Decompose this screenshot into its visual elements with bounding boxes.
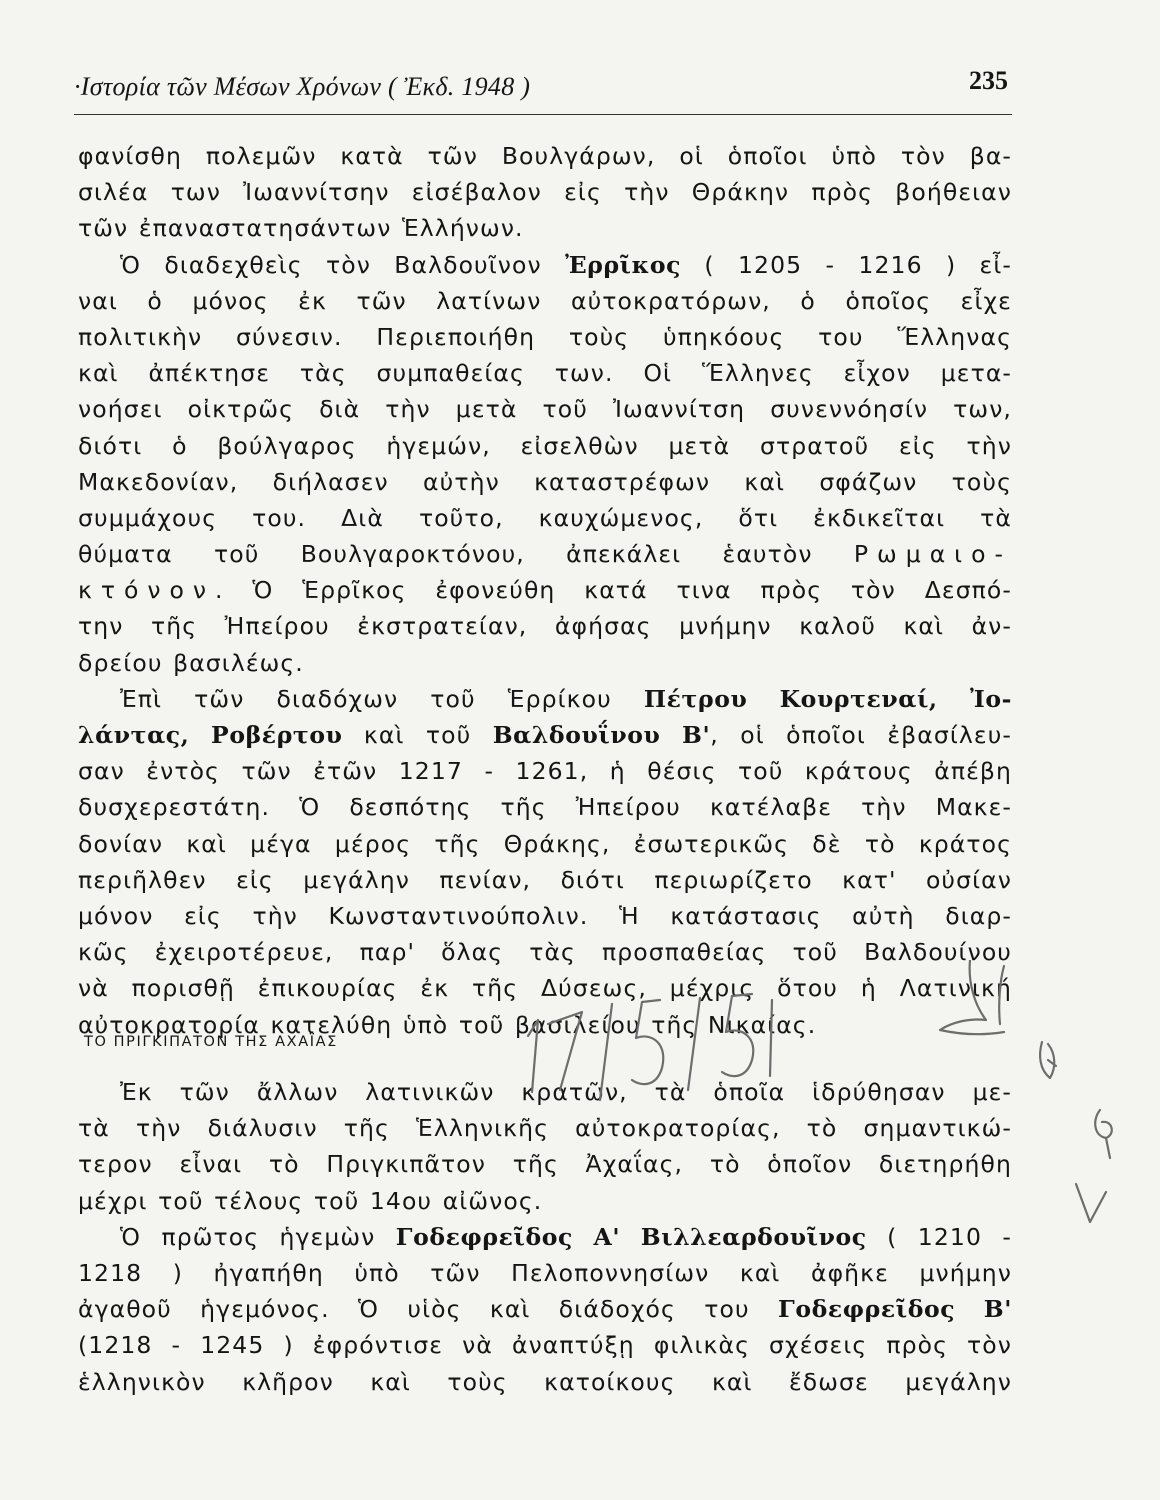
successor-names: Βαλδουΐνου Β': [492, 721, 711, 749]
prince-name: Γοδεφρεῖδος Α' Βιλλεαρδουῖνος: [395, 1222, 867, 1251]
text-run: Ὁ διαδεχθεὶς τὸν Βαλδουῖνον: [120, 250, 566, 279]
pencil-stroke: [1095, 1110, 1112, 1138]
text-line: νοήσει οἰκτρῶς διὰ τὴν μετὰ τοῦ Ἰωαννίτση συνεννόησίν των,: [78, 395, 1012, 424]
successor-names: Πέτρου Κουρτεναί, Ἰο-: [643, 684, 1012, 713]
text-line: Ἐκ τῶν ἄλλων λατινικῶν κρατῶν, τὰ ὁποῖα ἱδρύθησαν με-: [120, 1078, 1012, 1106]
spaced-epithet: κτόνον: [78, 576, 216, 605]
text-line: Μακεδονίαν, διήλασεν αὐτὴν καταστρέφων καὶ σφάζων τοὺς: [78, 467, 1012, 496]
main-text: [78, 138, 1012, 1043]
pencil-stroke: [632, 1000, 663, 1084]
pencil-stroke: [722, 994, 753, 1076]
pencil-stroke: [1106, 1138, 1110, 1158]
text-line: αὐτοκρατορία κατελύθη ὑπὸ τοῦ βασιλείου τῆς Νικαίας.: [78, 1010, 817, 1039]
prince-name: Γοδεφρεῖδος Β': [778, 1295, 1012, 1324]
text-line: πολιτικὴν σύνεσιν. Περιεποιήθη τοὺς ὑπηκόους του Ἕλληνας: [78, 322, 1012, 351]
text-run: Ὁ πρῶτος ἡγεμὼν: [120, 1222, 396, 1251]
spaced-epithet: Ρωμαιο-: [853, 540, 1012, 569]
pencil-stroke: [940, 960, 1004, 1034]
text-line: σιλέα των Ἰωαννίτσην εἰσέβαλον εἰς τὴν Θράκην πρὸς βοήθειαν: [78, 178, 1012, 207]
pencil-stroke: [688, 998, 700, 1090]
text-line: (1218 - 1245 ) ἐφρόντισε νὰ ἀναπτύξῃ φιλικὰς σχέσεις πρὸς τὸν: [78, 1331, 1012, 1360]
text-line: τὰ τὴν διάλυσιν τῆς Ἑλληνικῆς αὐτοκρατορίας, τὸ σημαντικώ-: [78, 1114, 1012, 1143]
text-line: [78, 572, 1012, 608]
pencil-stroke: [600, 1004, 612, 1100]
text-run: Ἐπὶ τῶν διαδόχων τοῦ Ἑρρίκου: [120, 684, 644, 713]
text-line: [78, 1291, 1012, 1327]
text-run: θύματα τοῦ Βουλγαροκτόνου, ἀπεκάλει ἑαυτὸν: [78, 540, 854, 569]
text-line: συμμάχους του. Διὰ τοῦτο, καυχώμενος, ὅτι ἐκδικεῖται τὰ: [78, 503, 1012, 532]
text-line: καὶ ἀπέκτησε τὰς συμπαθείας των. Οἱ Ἕλληνες εἶχον μετα-: [78, 359, 1012, 388]
text-line: περιῆλθεν εἰς μεγάλην πενίαν, διότι περιωρίζετο κατ' οὐσίαν: [78, 865, 1012, 894]
text-run: ( 1210 -: [866, 1222, 1012, 1251]
text-run: ἀγαθοῦ ἡγεμόνος. Ὁ υἱὸς καὶ διάδοχός του: [78, 1295, 779, 1324]
header-divider: [74, 114, 1012, 115]
pencil-stroke: [770, 1000, 772, 1076]
text-run: , οἱ ὁποῖοι ἐβασίλευ-: [710, 721, 1012, 749]
text-line: ναι ὁ μόνος ἐκ τῶν λατίνων αὐτοκρατόρων, ὁ ὁποῖος εἶχε: [78, 286, 1012, 315]
text-run: ( 1205 - 1216 ) εἶ-: [681, 250, 1012, 279]
text-run: καὶ τοῦ: [342, 721, 493, 749]
text-line: τερον εἶναι τὸ Πριγκιπᾶτον τῆς Ἀχαΐας, τὸ ὁποῖον διετηρήθη: [78, 1150, 1012, 1179]
text-line: [78, 247, 1012, 283]
pencil-stroke: [528, 1020, 538, 1092]
text-run: . Ὁ Ἑρρῖκος ἐφονεύθη κατά τινα πρὸς τὸν Δεσπό-: [215, 576, 1012, 605]
emperor-name-henry: Ἐρρῖκος: [565, 250, 682, 279]
text-line: κῶς ἐχειροτέρευε, παρ' ὅλας τὰς προσπαθείας τοῦ Βαλδουίνου: [78, 938, 1012, 967]
text-line: ἑλληνικὸν κλῆρον καὶ τοὺς κατοίκους καὶ ἔδωσε μεγάλην: [78, 1367, 1012, 1396]
section-heading: ΤΟ ΠΡΙΓΚΙΠΑΤΟΝ ΤΗΣ ΑΧΑΪΑΣ: [84, 1034, 338, 1050]
header-title: ·Ιστορία τῶν Μέσων Χρόνων ( Ἐκδ. 1948 ): [74, 72, 531, 101]
text-line: μέχρι τοῦ τέλους τοῦ 14ου αἰῶνος.: [78, 1186, 543, 1215]
text-line: νὰ πορισθῇ ἐπικουρίας ἐκ τῆς Δύσεως, μέχρις ὅτου ἡ Λατινική: [78, 974, 1012, 1003]
page-number: 235: [969, 66, 1008, 95]
text-line: δυσχερεστάτη. Ὁ δεσπότης τῆς Ἠπείρου κατέλαβε τὴν Μακε-: [78, 793, 1012, 822]
text-line: [78, 681, 1012, 717]
text-line: φανίσθη πολεμῶν κατὰ τῶν Βουλγάρων, οἱ ὁποῖοι ὑπὸ τὸν βα-: [78, 142, 1012, 170]
text-line: την τῆς Ἠπείρου ἐκστρατείαν, ἀφήσας μνήμην καλοῦ καὶ ἀν-: [78, 612, 1012, 641]
text-line: διότι ὁ βούλγαρος ἡγεμών, εἰσελθὼν μετὰ στρατοῦ εἰς τὴν: [78, 431, 1012, 460]
successor-names: λάντας, Ροβέρτου: [78, 721, 343, 749]
pencil-stroke: [548, 1012, 582, 1090]
pencil-stroke: [999, 966, 1004, 1024]
text-line: 1218 ) ἠγαπήθη ὑπὸ τῶν Πελοποννησίων καὶ ἀφῆκε μνήμην: [78, 1258, 1012, 1287]
text-line: [78, 717, 1012, 753]
text-line: σαν ἐντὸς τῶν ἐτῶν 1217 - 1261, ἡ θέσις τοῦ κράτους ἀπέβη: [78, 757, 1012, 786]
text-line: [78, 536, 1012, 572]
pencil-stroke: [1076, 1184, 1106, 1222]
running-header: [74, 66, 1012, 106]
handwritten-date-annotation: [500, 960, 1140, 1260]
text-line: δονίαν καὶ μέγα μέρος τῆς Θράκης, ἐσωτερικῶς δὲ τὸ κράτος: [78, 829, 1012, 858]
text-line: δρείου βασιλέως.: [78, 648, 304, 677]
text-line: μόνον εἰς τὴν Κωνσταντινούπολιν. Ἡ κατάστασις αὐτὴ διαρ-: [78, 901, 1012, 930]
text-line: τῶν ἐπαναστατησάντων Ἑλλήνων.: [78, 214, 524, 243]
